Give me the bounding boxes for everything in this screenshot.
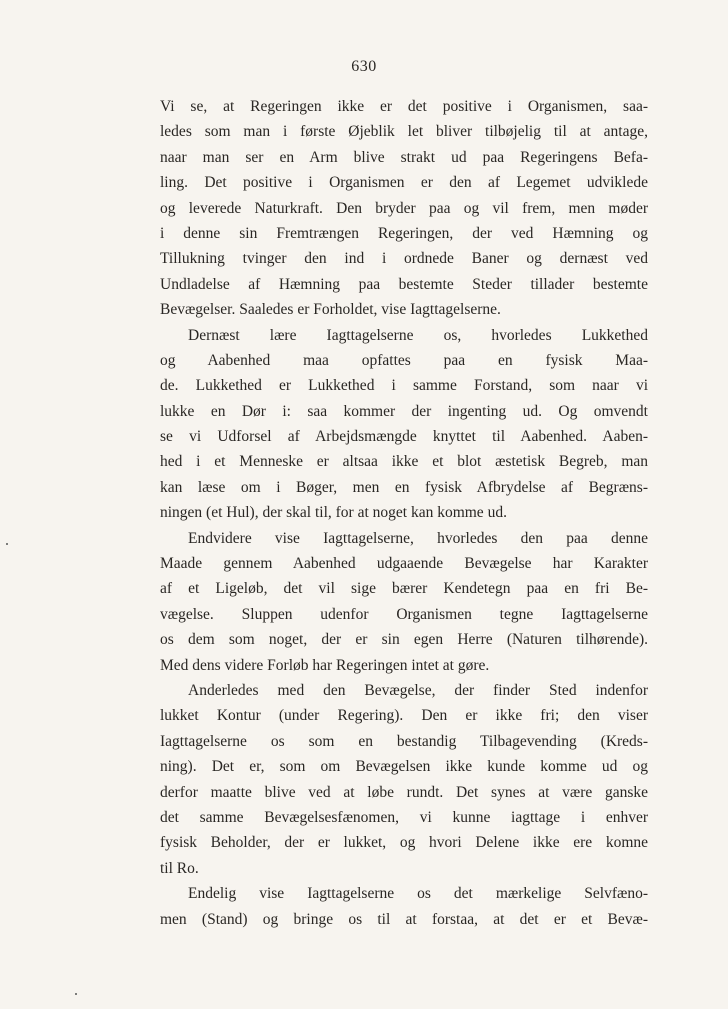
text-line: Dernæst lære Iagttagelserne os, hvorledes Lukkethed — [188, 326, 648, 344]
text-line: derfor maatte blive ved at løbe rundt. Det synes at være ganske — [160, 783, 648, 801]
text-line: fysisk Beholder, der er lukket, og hvori Delene ikke ere komne — [160, 834, 648, 852]
text-line: Iagttagelserne os som en bestandig Tilbagevending (Kreds- — [160, 732, 648, 750]
text-line: Endelig vise Iagttagelserne os det mærkelige Selvfæno- — [188, 885, 648, 903]
text-line: kan læse om i Bøger, men en fysisk Afbrydelse af Begræns- — [160, 478, 648, 496]
text-line: se vi Udforsel af Arbejdsmængde knyttet til Aabenhed. Aaben- — [160, 428, 648, 446]
text-line: Med dens videre Forløb har Regeringen intet at gøre. — [160, 656, 490, 674]
text-line: hed i et Menneske er altsaa ikke et blot æstetisk Begreb, man — [160, 453, 648, 471]
text-line: Maade gennem Aabenhed udgaaende Bevægelse har Karakter — [160, 555, 648, 573]
text-line: til Ro. — [160, 859, 199, 877]
text-line: naar man ser en Arm blive strakt ud paa Regeringens Befa- — [160, 148, 648, 166]
text-line: de. Lukkethed er Lukkethed i samme Forstand, som naar vi — [160, 377, 648, 395]
text-line: ledes som man i første Øjeblik let bliver tilbøjelig til at antage, — [160, 123, 648, 141]
text-line: Anderledes med den Bevægelse, der finder Sted indenfor — [188, 681, 648, 699]
text-line: Tillukning tvinger den ind i ordnede Baner og dernæst ved — [160, 250, 648, 268]
text-line: ningen (et Hul), der skal til, for at noget kan komme ud. — [160, 504, 507, 522]
text-line: lukke en Dør i: saa kommer der ingenting ud. Og omvendt — [160, 402, 648, 420]
text-line: vægelse. Sluppen udenfor Organismen tegne Iagttagelserne — [160, 605, 648, 623]
text-line: og Aabenhed maa opfattes paa en fysisk Maa- — [160, 351, 648, 369]
text-line: Undladelse af Hæmning paa bestemte Steder tillader bestemte — [160, 275, 648, 293]
text-line: af et Ligeløb, det vil sige bærer Kendetegn paa en fri Be- — [160, 580, 648, 598]
page-number: 630 — [351, 58, 377, 75]
text-line: Endvidere vise Iagttagelserne, hvorledes den paa denne — [188, 529, 648, 547]
body-text — [160, 94, 648, 932]
text-line: ling. Det positive i Organismen er den af Legemet udviklede — [160, 174, 648, 192]
text-line: Bevægelser. Saaledes er Forholdet, vise Iagttagelserne. — [160, 301, 501, 319]
scan-speck — [6, 543, 8, 545]
text-line: Vi se, at Regeringen ikke er det positive i Organismen, saa- — [160, 98, 648, 115]
text-line: og leverede Naturkraft. Den bryder paa og vil frem, men møder — [160, 199, 648, 217]
scan-speck — [75, 993, 77, 995]
text-line: ning). Det er, som om Bevægelsen ikke kunde komme ud og — [160, 758, 648, 776]
text-line: men (Stand) og bringe os til at forstaa, at det er et Bevæ- — [160, 910, 648, 928]
text-line: lukket Kontur (under Regering). Den er ikke fri; den viser — [160, 707, 648, 725]
text-line: det samme Bevægelsesfænomen, vi kunne iagttage i enhver — [160, 808, 648, 826]
text-line: os dem som noget, der er sin egen Herre (Naturen tilhørende). — [160, 631, 648, 649]
text-line: i denne sin Fremtrængen Regeringen, der ved Hæmning og — [160, 224, 648, 242]
